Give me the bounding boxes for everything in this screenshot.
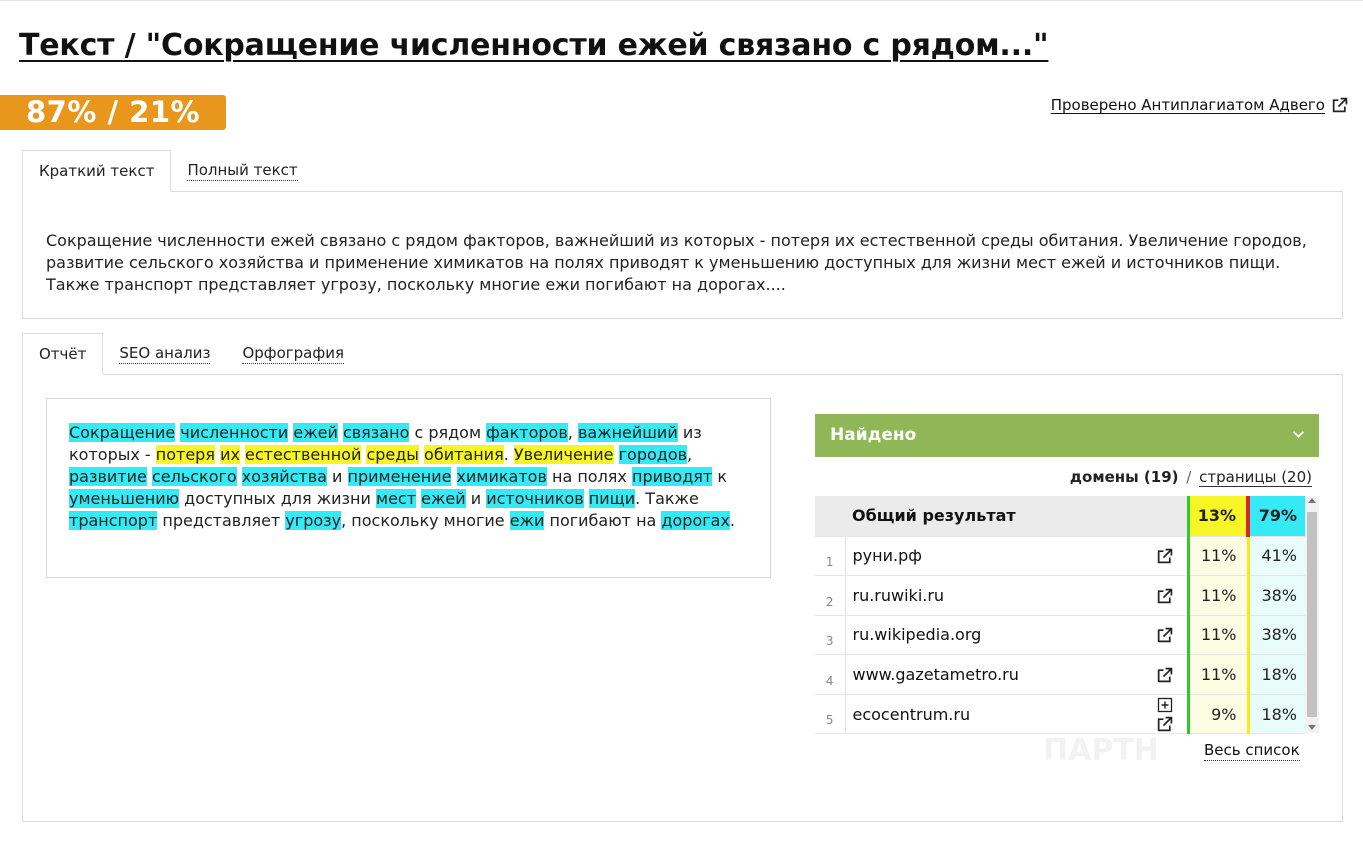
percent-2: 38% [1248,615,1305,655]
percent-2: 18% [1248,694,1305,734]
percent-2: 18% [1248,655,1305,695]
match-word: угрозу [285,511,342,530]
match-word: потеря [155,445,215,464]
result-domain: ru.wikipedia.org [845,615,1133,655]
match-word: уменьшению [69,489,180,508]
percent-2: 38% [1248,576,1305,616]
text-fragment: и [326,467,348,486]
match-word: Сокращение [69,423,176,442]
top-divider [0,0,1363,1]
expand-plus-icon[interactable] [1156,697,1173,714]
page-title: Текст / "Сокращение численности ежей связано с рядом..." [19,28,1049,63]
percent-1: 11% [1188,615,1248,655]
match-word: хозяйства [241,467,327,486]
match-word: естественной [245,445,362,464]
row-number: 4 [815,655,845,695]
match-word: дорогах [661,511,730,530]
score-badge: 87% / 21% [0,95,226,130]
tab-short-text-label: Краткий текст [39,161,155,180]
table-scrollbar[interactable] [1305,496,1319,733]
match-word: важнейший [577,423,678,442]
found-title: Найдено [830,425,917,445]
domains-count[interactable]: домены (19) [1069,468,1179,486]
text-fragment: погибают на [544,511,662,530]
partner-watermark: ПАРТН [1043,733,1159,768]
match-word: ежи [509,511,545,530]
text-fragment [614,445,619,464]
match-word: транспорт [69,511,158,530]
result-row [815,576,1305,616]
text-fragment [451,467,456,486]
short-text: Сокращение численности ежей связано с рядом факторов, важнейший из которых - потеря их естественной среды обитания. Увеличение городов, развитие сельского хозяйства и применение химикатов на полях приводят к уменьшению доступных для жизни мест ежей и источников пищи. Также транспорт представляет угрозу, поскольку многие ежи погибают на дорогах.... [46,231,1307,294]
percent-2: 41% [1248,536,1305,576]
match-word: приводят [631,467,713,486]
antiplagiarism-link[interactable] [1051,96,1348,114]
external-link-icon[interactable] [1156,667,1173,684]
text-fragment: доступных для жизни [179,489,376,508]
text-fragment: к [712,467,727,486]
match-word: развитие [69,467,147,486]
tab-seo-analysis-label: SEO анализ [119,344,211,362]
text-fragment: , [687,445,693,464]
row-number: 1 [815,536,845,576]
match-word: применение [347,467,452,486]
external-link-icon [1331,97,1348,114]
tab-report-label: Отчёт [39,344,87,363]
highlighted-text [69,422,759,532]
found-header[interactable] [815,414,1319,457]
text-fragment: из которых - [69,423,702,464]
result-domain: руни.рф [845,536,1133,576]
match-word: обитания [424,445,504,464]
total-percent-2: 79% [1248,496,1305,536]
row-actions [1133,655,1188,695]
result-row [815,694,1305,734]
result-domain: ecocentrum.ru [845,694,1133,734]
short-text-panel [22,191,1343,319]
match-word: их [220,445,240,464]
text-fragment: на полях [546,467,632,486]
text-fragment: с рядом [409,423,487,442]
row-actions [1133,615,1188,655]
text-fragment: . Также [635,489,699,508]
percent-1: 11% [1188,655,1248,695]
report-tabs [22,333,360,375]
tab-full-text-label: Полный текст [187,161,298,179]
highlighted-text-box [46,398,771,578]
total-result-label: Общий результат [845,496,1133,536]
pages-count[interactable]: страницы (20) [1199,468,1312,486]
row-number [815,496,845,536]
switcher-separator: / [1186,468,1192,486]
text-fragment: . [729,511,736,530]
tab-seo-analysis[interactable] [103,333,226,375]
text-fragment: , поскольку многие [341,511,510,530]
match-word: сельского [151,467,237,486]
scroll-down-arrow-icon[interactable] [1308,725,1316,730]
percent-1: 9% [1188,694,1248,734]
match-word: химикатов [456,467,547,486]
result-domain: www.gazetametro.ru [845,655,1133,695]
match-word: городов [618,445,688,464]
percent-1: 11% [1188,536,1248,576]
scroll-thumb[interactable] [1307,512,1317,717]
match-word: среды [366,445,419,464]
row-actions [1133,496,1188,536]
text-fragment: представляет [157,511,286,530]
text-fragment: . [503,445,514,464]
external-link-icon[interactable] [1156,716,1173,733]
match-word: ежей [293,423,338,442]
match-word: источников [486,489,584,508]
result-domain: ru.ruwiki.ru [845,576,1133,616]
match-word: мест [376,489,417,508]
text-fragment: и [465,489,487,508]
row-number: 2 [815,576,845,616]
results-table [815,496,1305,734]
match-word: численности [180,423,289,442]
result-row [815,655,1305,695]
row-actions [1133,536,1188,576]
total-result-row [815,496,1305,536]
match-word: пищи [588,489,636,508]
chevron-down-icon [1292,428,1305,441]
row-actions [1133,694,1188,734]
tab-report[interactable] [22,333,103,375]
external-link-icon[interactable] [1156,588,1173,605]
full-list-link[interactable]: Весь список [1204,741,1300,759]
row-number: 5 [815,694,845,734]
tab-short-text[interactable] [22,150,171,192]
result-row [815,536,1305,576]
percent-1: 11% [1188,576,1248,616]
match-word: факторов [486,423,568,442]
external-link-icon[interactable] [1156,627,1173,644]
total-percent-1: 13% [1188,496,1248,536]
row-actions [1133,576,1188,616]
text-fragment: , [567,423,578,442]
external-link-icon[interactable] [1156,548,1173,565]
result-row [815,615,1305,655]
text-tabs [22,150,314,192]
match-word: Увеличение [513,445,614,464]
antiplagiarism-link-label: Проверено Антиплагиатом Адвего [1050,96,1325,114]
match-word: связано [342,423,410,442]
tab-spelling[interactable] [226,333,360,375]
row-number: 3 [815,615,845,655]
match-word: ежей [421,489,466,508]
tab-full-text[interactable] [171,150,313,192]
report-panel [22,374,1343,822]
tab-spelling-label: Орфография [242,344,344,362]
results-switcher [1070,468,1312,486]
scroll-up-arrow-icon[interactable] [1308,498,1316,503]
